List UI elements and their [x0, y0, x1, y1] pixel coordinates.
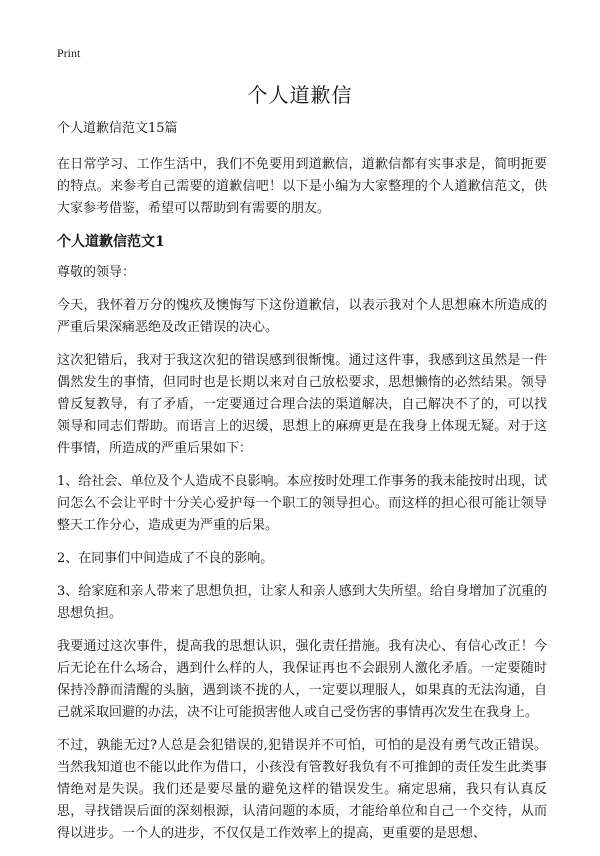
body-paragraph: 今天，我怀着万分的愧疚及懊悔写下这份道歉信，以表示我对个人思想麻木所造成的严重后果深痛恶绝及改正错误的决心。 [57, 298, 547, 335]
section-heading: 个人道歉信范文1 [57, 234, 165, 250]
intro-paragraph: 在日常学习、工作生活中，我们不免要用到道歉信，道歉信都有实事求是，简明扼要的特点。来参考自己需要的道歉信吧！以下是小编为大家整理的个人道歉信范文，供大家参考借鉴，希望可以帮助到有需要的朋友。 [57, 157, 547, 216]
print-link[interactable]: Print [57, 46, 81, 60]
salutation: 尊敬的领导： [57, 265, 136, 280]
body-paragraph: 这次犯错后，我对于我这次犯的错误感到很惭愧。通过这件事，我感到这虽然是一件偶然发生的事情，但同时也是长期以来对自己放松要求，思想懒惰的必然结果。领导曾反复教导，有了矛盾，一定要通过合理合法的渠道解决，自己解决不了的，可以找领导和同志们帮助。而语言上的迟缓，思想上的麻痹更是在我身上体现无疑。对于这件事情，所造成的严重后果如下： [57, 353, 547, 456]
body-paragraph: 我要通过这次事件，提高我的思想认识，强化责任措施。我有决心、有信心改正！今后无论在什么场合，遇到什么样的人，我保证再也不会跟别人激化矛盾。一定要随时保持冷静而清醒的头脑，遇到谈不拢的人，一定要以理服人，如果真的无法沟通，自己就采取回避的办法，决不让可能损害他人或自己受伤害的事情再次发生在我身上。 [57, 639, 547, 720]
article-body [57, 118, 547, 856]
body-paragraph: 1、给社会、单位及个人造成不良影响。本应按时处理工作事务的我未能按时出现，试问怎么不会让平时十分关心爱护每一个职工的领导担心。而这样的担心很可能让领导整天工作分心，造成更为严重的后果。 [57, 474, 547, 533]
page-title: 个人道歉信 [247, 83, 353, 107]
body-paragraph: 2、在同事们中间造成了不良的影响。 [57, 551, 274, 566]
body-paragraph: 不过，孰能无过?人总是会犯错误的,犯错误并不可怕，可怕的是没有勇气改正错误。当然我知道也不能以此作为借口，小孩没有管教好我负有不可推卸的责任发生此类事情绝对是失误。我们还是要尽量的避免这样的错误发生。痛定思痛，我只有认真反思，寻找错误后面的深刻根源，认清问题的本质，才能给单位和自己一个交待，从而得以进步。一个人的进步，不仅仅是工作效率上的提高，更重要的是思想、 [57, 738, 547, 841]
body-paragraph: 3、给家庭和亲人带来了思想负担，让家人和亲人感到大失所望。给自身增加了沉重的思想负担。 [57, 584, 547, 621]
article-subtitle: 个人道歉信范文15篇 [57, 121, 178, 136]
